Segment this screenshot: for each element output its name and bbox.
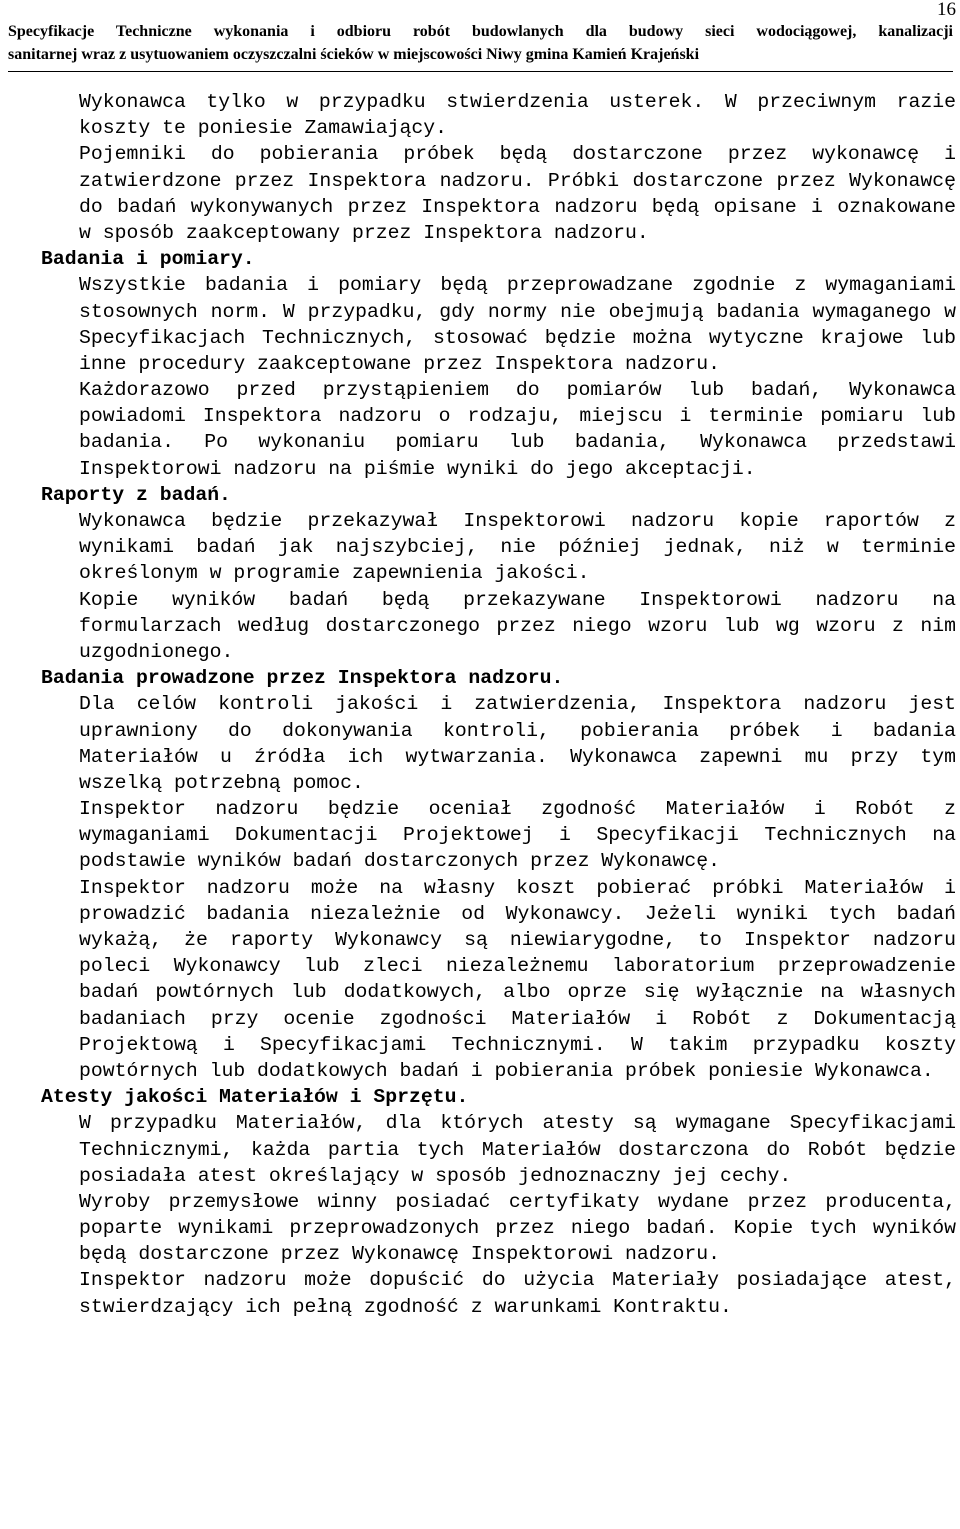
page-number: 16: [937, 0, 956, 20]
running-header: [8, 20, 953, 72]
header-line-1: Specyfikacje Techniczne wykonania i odbioru robót budowlanych dla budowy sieci wodociągowej, kanalizacji: [8, 23, 953, 40]
header-line-2: sanitarnej wraz z usytuowaniem oczyszczalni ścieków w miejscowości Niwy gmina Kamień Krajeński: [8, 46, 700, 63]
paragraph: Wyroby przemysłowe winny posiadać certyfikaty wydane przez producenta, poparte wynikami przeprowadzonych przez niego badań. Kopie tych wyników będą dostarczone przez Wykonawcę Inspektorowi nadzoru.: [79, 1190, 956, 1266]
section-heading: Badania i pomiary.: [41, 248, 255, 271]
paragraph: Pojemniki do pobierania próbek będą dostarczone przez wykonawcę i zatwierdzone przez Inspektora nadzoru. Próbki dostarczone przez Wykonawcę do badań wykonywanych przez Inspektora nadzoru będą opisane i oznakowane w sposób zaakceptowany przez Inspektora nadzoru.: [79, 143, 956, 244]
paragraph: Każdorazowo przed przystąpieniem do pomiarów lub badań, Wykonawca powiadomi Inspektora nadzoru o rodzaju, miejscu i terminie pomiaru lub badania. Po wykonaniu pomiaru lub badania, Wykonawca przedstawi Inspektorowi nadzoru na piśmie wyniki do jego akceptacji.: [79, 379, 956, 480]
section-heading: Badania prowadzone przez Inspektora nadzoru.: [41, 667, 564, 690]
paragraph: Dla celów kontroli jakości i zatwierdzenia, Inspektora nadzoru jest uprawniony do dokonywania kontroli, pobierania próbek i badania Materiałów u źródła ich wytwarzania. Wykonawca zapewni mu przy tym wszelką potrzebną pomoc.: [79, 693, 956, 794]
paragraph: Inspektor nadzoru będzie oceniał zgodność Materiałów i Robót z wymaganiami Dokumentacji Projektowej i Specyfikacji Technicznych na podstawie wyników badań dostarczonych przez Wykonawcę.: [79, 798, 956, 873]
document-body: [0, 89, 960, 1320]
paragraph: Wszystkie badania i pomiary będą przeprowadzane zgodnie z wymaganiami stosownych norm. W przypadku, gdy normy nie obejmują badania wymaganego w Specyfikacjach Technicznych, stosować będzie można wytyczne krajowe lub inne procedury zaakceptowane przez Inspektora nadzoru.: [79, 274, 956, 375]
paragraph: Wykonawca tylko w przypadku stwierdzenia usterek. W przeciwnym razie koszty te poniesie Zamawiający.: [79, 91, 956, 140]
paragraph: Kopie wyników badań będą przekazywane Inspektorowi nadzoru na formularzach według dostarczonego przez niego wzoru lub wg wzoru z nim uzgodnionego.: [79, 588, 956, 663]
paragraph: Wykonawca będzie przekazywał Inspektorowi nadzoru kopie raportów z wynikami badań jak najszybciej, nie później jednak, niż w terminie określonym w programie zapewnienia jakości.: [79, 510, 956, 585]
section-heading: Raporty z badań.: [41, 483, 231, 506]
paragraph: W przypadku Materiałów, dla których atesty są wymagane Specyfikacjami Technicznymi, każda partia tych Materiałów dostarczona do Robót będzie posiadała atest określający w sposób jednoznaczny jej cechy.: [79, 1112, 956, 1187]
paragraph: Inspektor nadzoru może na własny koszt pobierać próbki Materiałów i prowadzić badania niezależnie od Wykonawcy. Jeżeli wyniki tych badań wykażą, że raporty Wykonawcy są niewiarygodne, to Inspektor nadzoru poleci Wykonawcy lub zleci niezależnemu laboratorium przeprowadzenie badań powtórnych lub dodatkowych, albo oprze się wyłącznie na własnych badaniach przy ocenie zgodności Materiałów i Robót z Dokumentacją Projektową i Specyfikacjami Technicznymi. W takim przypadku koszty powtórnych lub dodatkowych badań i pobierania próbek poniesie Wykonawca.: [79, 876, 956, 1082]
paragraph: Inspektor nadzoru może dopuścić do użycia Materiały posiadające atest, stwierdzający ich pełną zgodność z warunkami Kontraktu.: [79, 1269, 956, 1318]
section-heading: Atesty jakości Materiałów i Sprzętu.: [41, 1086, 469, 1109]
